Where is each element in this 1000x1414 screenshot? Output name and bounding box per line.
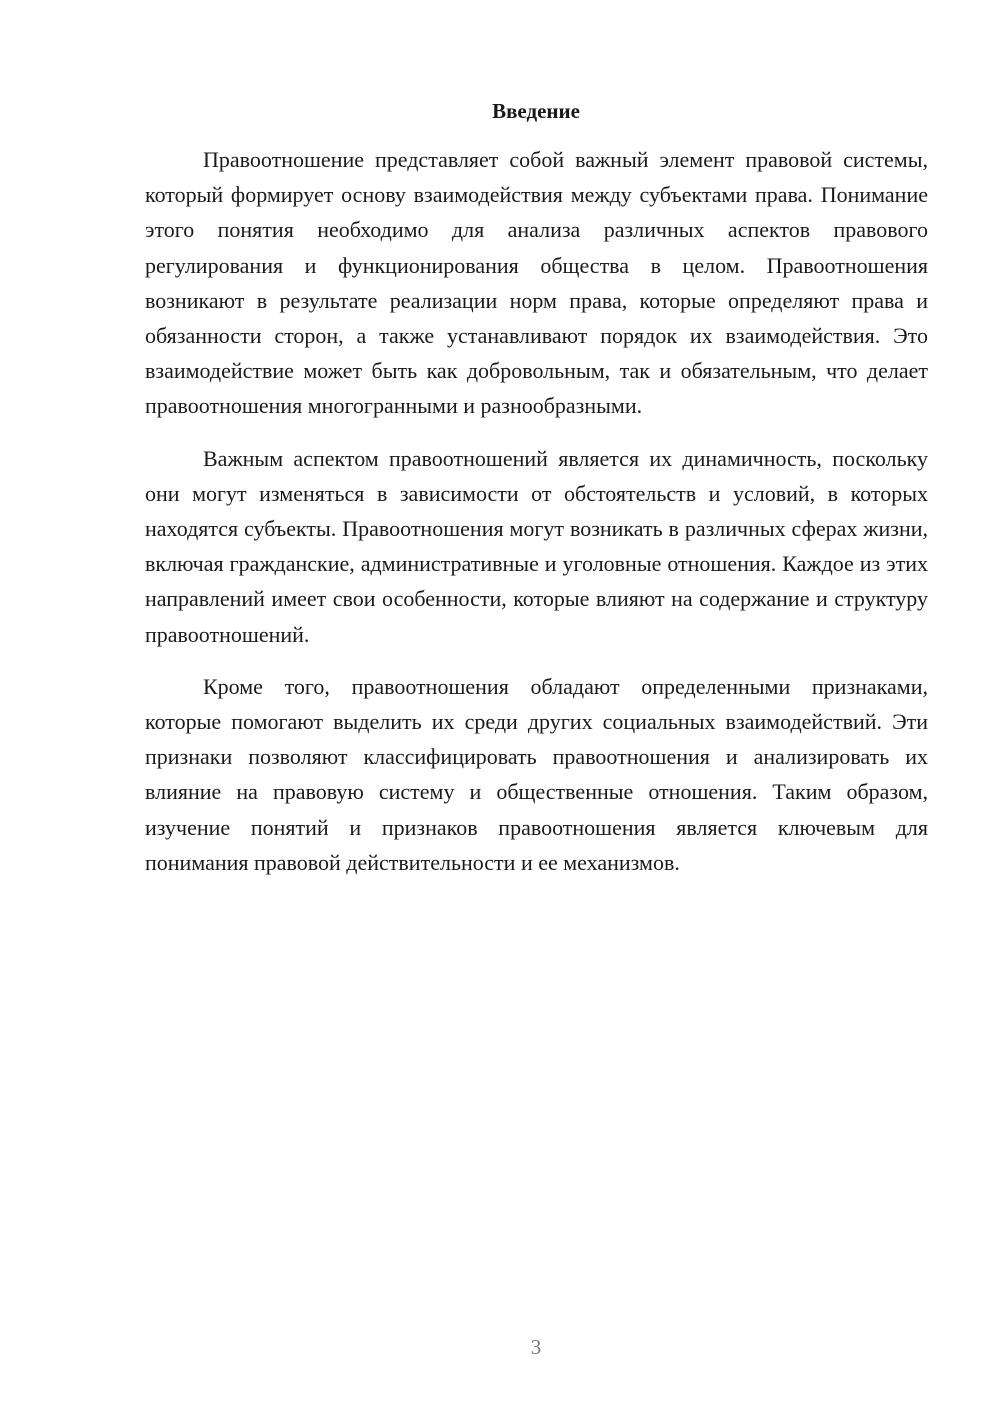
paragraph-1: Правоотношение представляет собой важный элемент правовой системы, который формирует основу взаимодействия между субъектами права. Понимание этого понятия необходимо для анализа различных аспектов правового регулирования и функционирования общества в целом. Правоотношения возникают в результате реализации норм права, которые определяют права и обязанности сторон, а также устанавливают порядок их взаимодействия. Это взаимодействие может быть как добровольным, так и обязательным, что делает правоотношения многогранными и разнообразными. [145,147,928,419]
body-text [145,142,928,880]
paragraph-2: Важным аспектом правоотношений является их динамичность, поскольку они могут изменяться в зависимости от обстоятельств и условий, в которых находятся субъекты. Правоотношения могут возникать в различных сферах жизни, включая гражданские, административные и уголовные отношения. Каждое из этих направлений имеет свои особенности, которые влияют на содержание и структуру правоотношений. [145,445,928,647]
paragraph-3: Кроме того, правоотношения обладают определенными признаками, которые помогают выделить их среди других социальных взаимодействий. Эти признаки позволяют классифицировать правоотношения и анализировать их влияние на правовую систему и общественные отношения. Таким образом, изучение понятий и признаков правоотношения является ключевым для понимания правовой действительности и ее механизмов. [145,673,928,875]
page-number: 3 [530,1335,542,1359]
section-title: Введение [492,99,580,123]
